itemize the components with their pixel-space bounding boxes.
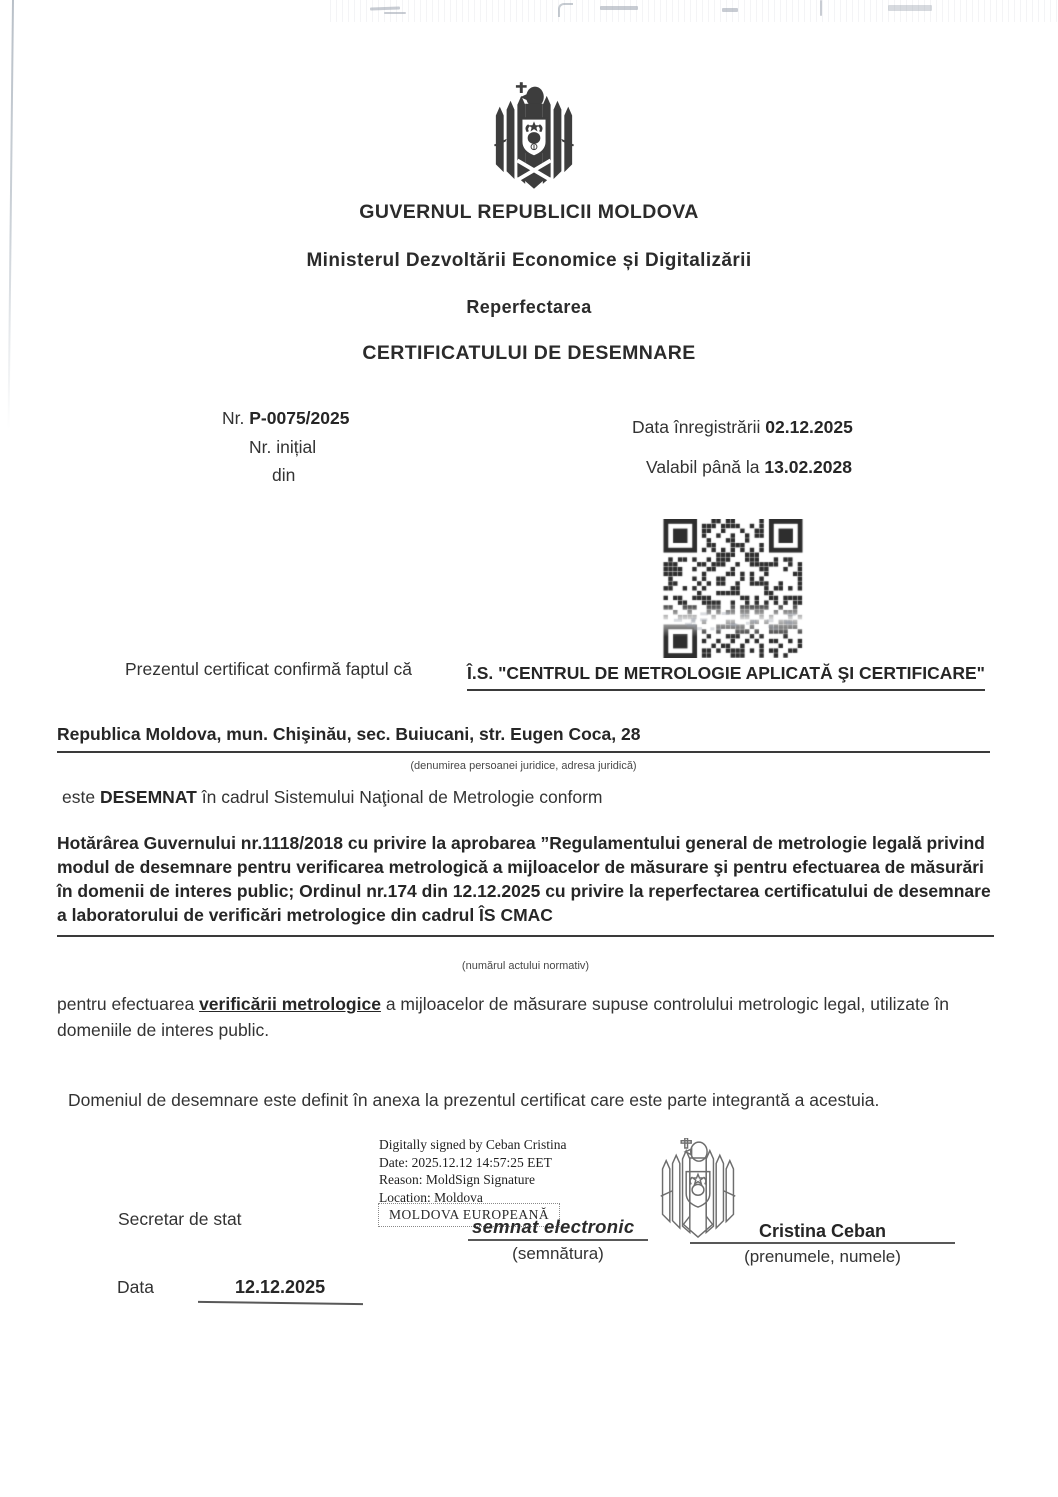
digital-signature-line: Date: 2025.12.12 14:57:25 EET [379,1154,552,1170]
registration-date-label: Data înregistrării [632,417,761,437]
company-name: Î.S. "CENTRUL DE METROLOGIE APLICATĂ ŞI CERTIFICARE" [467,661,985,691]
signer-role: Secretar de stat [118,1209,242,1229]
purpose-paragraph [57,991,997,1043]
government-title: GUVERNUL REPUBLICII MOLDOVA [359,201,699,223]
signed-electronic-text: semnat electronic [472,1216,635,1237]
moldova-coat-of-arms [490,82,578,190]
scan-artifact [888,5,932,11]
certificate-title: CERTIFICATULUI DE DESEMNARE [362,342,696,364]
confirm-intro: Prezentul certificat confirmă faptul că [125,659,412,679]
scan-artifact [820,0,822,16]
scan-artifact [558,3,573,17]
nr-value: P-0075/2025 [249,408,350,428]
action-title: Reperfectarea [466,297,592,317]
designated-post: în cadrul Sistemului Naţional de Metrologie conform [201,787,603,807]
digital-signature-line: Reason: MoldSign Signature [379,1172,535,1187]
nr-initial-label: Nr. inițial [249,437,317,457]
purpose-pre: pentru efectuarea [57,994,195,1014]
normative-caption: (numărul actului normativ) [461,960,590,972]
digital-signature-line: Digitally signed by Ceban Cristina [379,1137,567,1152]
registration-date-value: 02.12.2025 [765,417,853,437]
signature-line [468,1239,648,1241]
designated-pre: este [62,787,96,807]
registration-date [632,417,853,438]
annex-note: Domeniul de desemnare este definit în anexa la prezentul certificat care este parte integrantă a acestuia. [68,1090,880,1110]
scan-artifact [600,6,638,10]
purpose-post: a mijloacelor de măsurare supuse controlului metrologic legal, utilizate în domeniile de interes public. [57,994,950,1040]
nr-label: Nr. [222,408,245,428]
company-address: Republica Moldova, mun. Chişinău, sec. Buiucani, str. Eugen Coca, 28 [57,724,641,744]
scan-streaks [330,0,1058,22]
designated-word: DESEMNAT [99,787,197,807]
din-label: din [272,465,296,485]
date-value: 12.12.2025 [235,1277,326,1297]
scan-artifact [384,12,406,14]
company-address-block [57,724,990,753]
digital-signature-line: Location: Moldova [379,1189,483,1205]
valid-until-label: Valabil până la [646,457,760,477]
purpose-bold: verificării metrologice [199,994,381,1014]
normative-act: Hotărârea Guvernului nr.1118/2018 cu privire la aprobarea ”Regulamentului general de metrologie legală privind modul de desemnare pentru verificarea metrologică a mijloacelor de măsurare şi pentru efectuarea de măsurări în domenii de interes public; Ordinul nr.174 din 12.12.2025 cu privire la reperfectarea certificatului de desemnare a laboratorului de verificări metrologice din cadrul ÎS CMAC [57,831,994,937]
qr-code [662,519,804,658]
valid-until [646,457,852,478]
date-line [198,1301,363,1305]
signer-name-line [690,1242,955,1244]
scan-artifact [722,8,738,12]
designated-line [62,787,602,808]
digital-signature-info [379,1136,566,1206]
valid-until-value: 13.02.2028 [764,457,852,477]
date-label: Data [117,1277,154,1297]
address-caption: (denumirea persoanei juridice, adresa juridică) [410,760,637,772]
certificate-number [222,408,349,429]
ministry-title: Ministerul Dezvoltării Economice și Digitalizării [306,250,752,271]
signer-name: Cristina Ceban [758,1221,887,1241]
signature-caption: (semnătura) [512,1244,604,1263]
moldova-europeana-stamp: MOLDOVA EUROPEANĂ [378,1203,560,1227]
signer-name-caption: (prenumele, numele) [744,1247,901,1266]
